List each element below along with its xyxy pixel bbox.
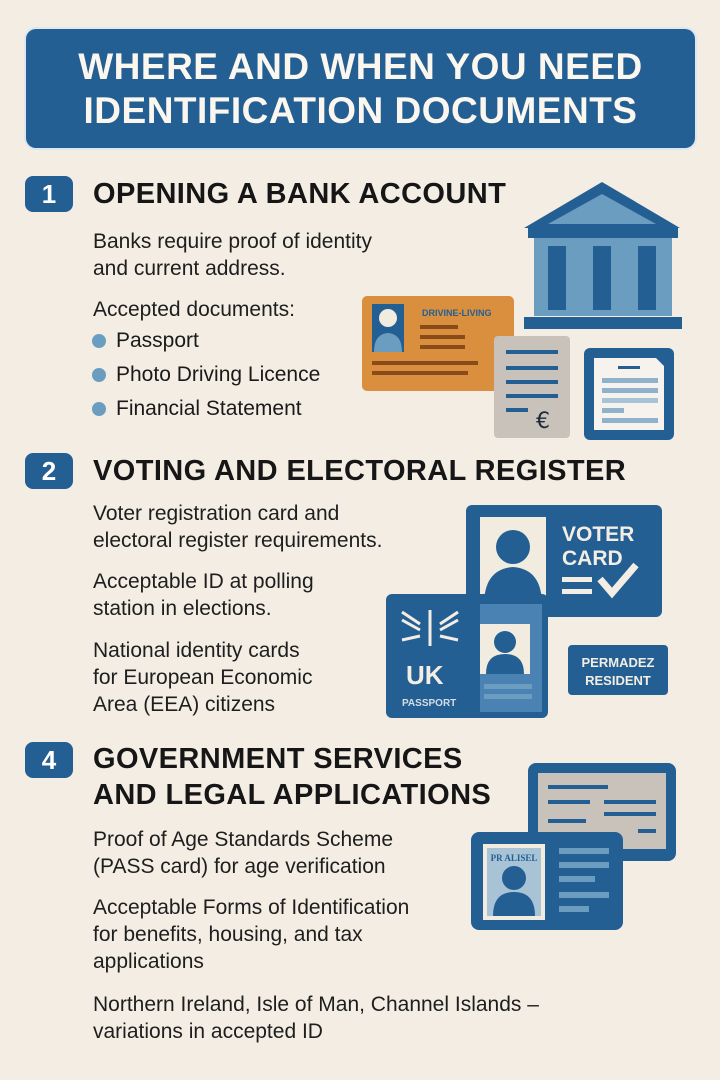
svg-text:UK: UK [406,660,444,690]
section-number-badge: 4 [25,742,73,778]
paragraph-line: (PASS card) for age verification [93,855,386,878]
section-number-badge: 1 [25,176,73,212]
paragraph-line: Northern Ireland, Isle of Man, Channel Islands – [93,993,539,1016]
paragraph-line: Proof of Age Standards Scheme [93,828,394,851]
paragraph-line: Acceptable Forms of Identification [93,896,410,919]
permanent-resident-badge-icon [568,641,668,695]
section-heading-voting: VOTING AND ELECTORAL REGISTER [93,455,627,487]
paragraph-line: National identity cards [93,639,300,662]
title-line-2: IDENTIFICATION DOCUMENTS [83,89,638,131]
section-number-badge: 2 [25,453,73,489]
document-icon [584,348,674,440]
photo-id-card-icon [471,832,623,930]
section-paragraph [93,894,409,975]
svg-text:PASSPORT: PASSPORT [402,698,457,709]
intro-line: and current address. [93,257,286,280]
paragraph-line: applications [93,950,204,973]
paragraph-line: Acceptable ID at polling [93,570,314,593]
bullet-icon [92,368,106,382]
section-paragraph [93,991,539,1045]
svg-text:RESIDENT: RESIDENT [585,673,651,688]
list-item [92,358,320,392]
svg-text:VOTER: VOTER [562,523,635,546]
paragraph-line: variations in accepted ID [93,1020,323,1043]
licence-label: DRIVINE-LIVING [422,308,492,318]
paragraph-line: Voter registration card and [93,502,340,525]
section-heading-government [93,741,491,813]
heading-line: GOVERNMENT SERVICES [93,743,463,775]
svg-text:PERMADEZ: PERMADEZ [581,655,655,670]
svg-text:€: € [536,409,550,434]
paragraph-line: for European Economic [93,666,313,689]
bullet-icon [92,402,106,416]
section-intro [93,228,372,282]
accepted-documents-label: Accepted documents: [93,298,295,321]
bank-building-icon [520,180,685,332]
svg-text:PR ALISEL: PR ALISEL [490,853,538,863]
list-item [92,324,320,358]
section-heading-bank-account: OPENING A BANK ACCOUNT [93,178,507,210]
paragraph-line: for benefits, housing, and tax [93,923,363,946]
driving-licence-card-icon [362,296,514,391]
section-paragraph [93,500,382,554]
accepted-documents-list [92,324,320,426]
svg-text:CARD: CARD [562,547,623,570]
heading-line: AND LEGAL APPLICATIONS [93,779,492,811]
bullet-icon [92,334,106,348]
list-item-label: Financial Statement [116,397,302,420]
financial-statement-icon [494,336,570,438]
paragraph-line: station in elections. [93,597,272,620]
section-paragraph [93,637,312,718]
list-item [92,392,320,426]
paragraph-line: electoral register requirements. [93,529,383,552]
list-item-label: Passport [116,329,199,352]
list-item-label: Photo Driving Licence [116,363,321,386]
section-paragraph [93,568,314,622]
title-banner [26,29,695,148]
intro-line: Banks require proof of identity [93,230,372,253]
title-line-1: WHERE AND WHEN YOU NEED [78,45,643,87]
section-paragraph [93,826,393,880]
uk-passport-icon [386,594,548,718]
paragraph-line: Area (EEA) citizens [93,693,276,716]
